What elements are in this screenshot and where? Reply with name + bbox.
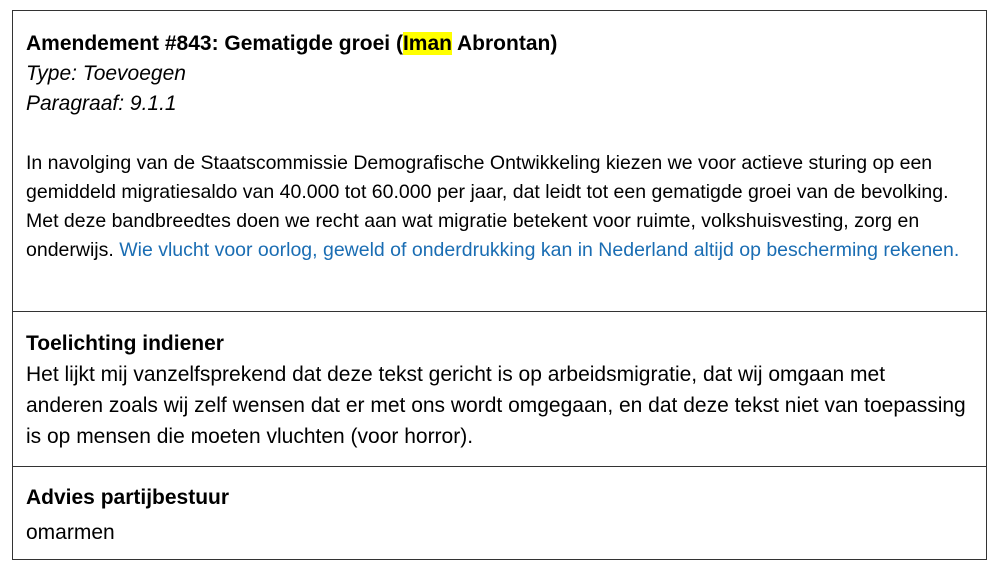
explanation-text: Het lijkt mij vanzelfsprekend dat deze tekst gericht is op arbeidsmigratie, dat wij omgaan met anderen zoals wij zelf wensen dat er met ons wordt omgegaan, en dat deze tekst niet van toepassing is op mensen die moeten vluchten (voor horror).: [26, 363, 966, 448]
amendment-table: [12, 10, 987, 560]
amendment-type: Type: Toevoegen: [26, 62, 186, 85]
amendment-section: [13, 11, 986, 311]
added-text: Wie vlucht voor oorlog, geweld of onderdrukking kan in Nederland altijd op bescherming rekenen.: [119, 239, 960, 261]
title-suffix: Abrontan): [451, 32, 558, 55]
original-text: In navolging van de Staatscommissie Demografische Ontwikkeling kiezen we voor actieve sturing op een gemiddeld migratiesaldo van 40.000 tot 60.000 per jaar, dat leidt tot een gematigde groei van de bevolking. Met deze bandbreedtes doen we recht aan wat migratie betekent voor ruimte, volkshuisvesting, zorg en onderwijs.: [26, 152, 949, 261]
advice-heading: Advies partijbestuur: [26, 486, 230, 509]
amendment-body: [26, 149, 966, 265]
advice-value: omarmen: [26, 521, 115, 544]
amendment-paragraph: Paragraaf: 9.1.1: [26, 92, 177, 115]
title-prefix: Amendement #843: Gematigde groei (: [26, 32, 403, 55]
explanation-section: [13, 311, 986, 466]
amendment-title: [26, 29, 966, 59]
explanation-heading: Toelichting indiener: [26, 332, 224, 355]
highlighted-name: Iman: [402, 32, 452, 55]
advice-section: [13, 466, 986, 561]
